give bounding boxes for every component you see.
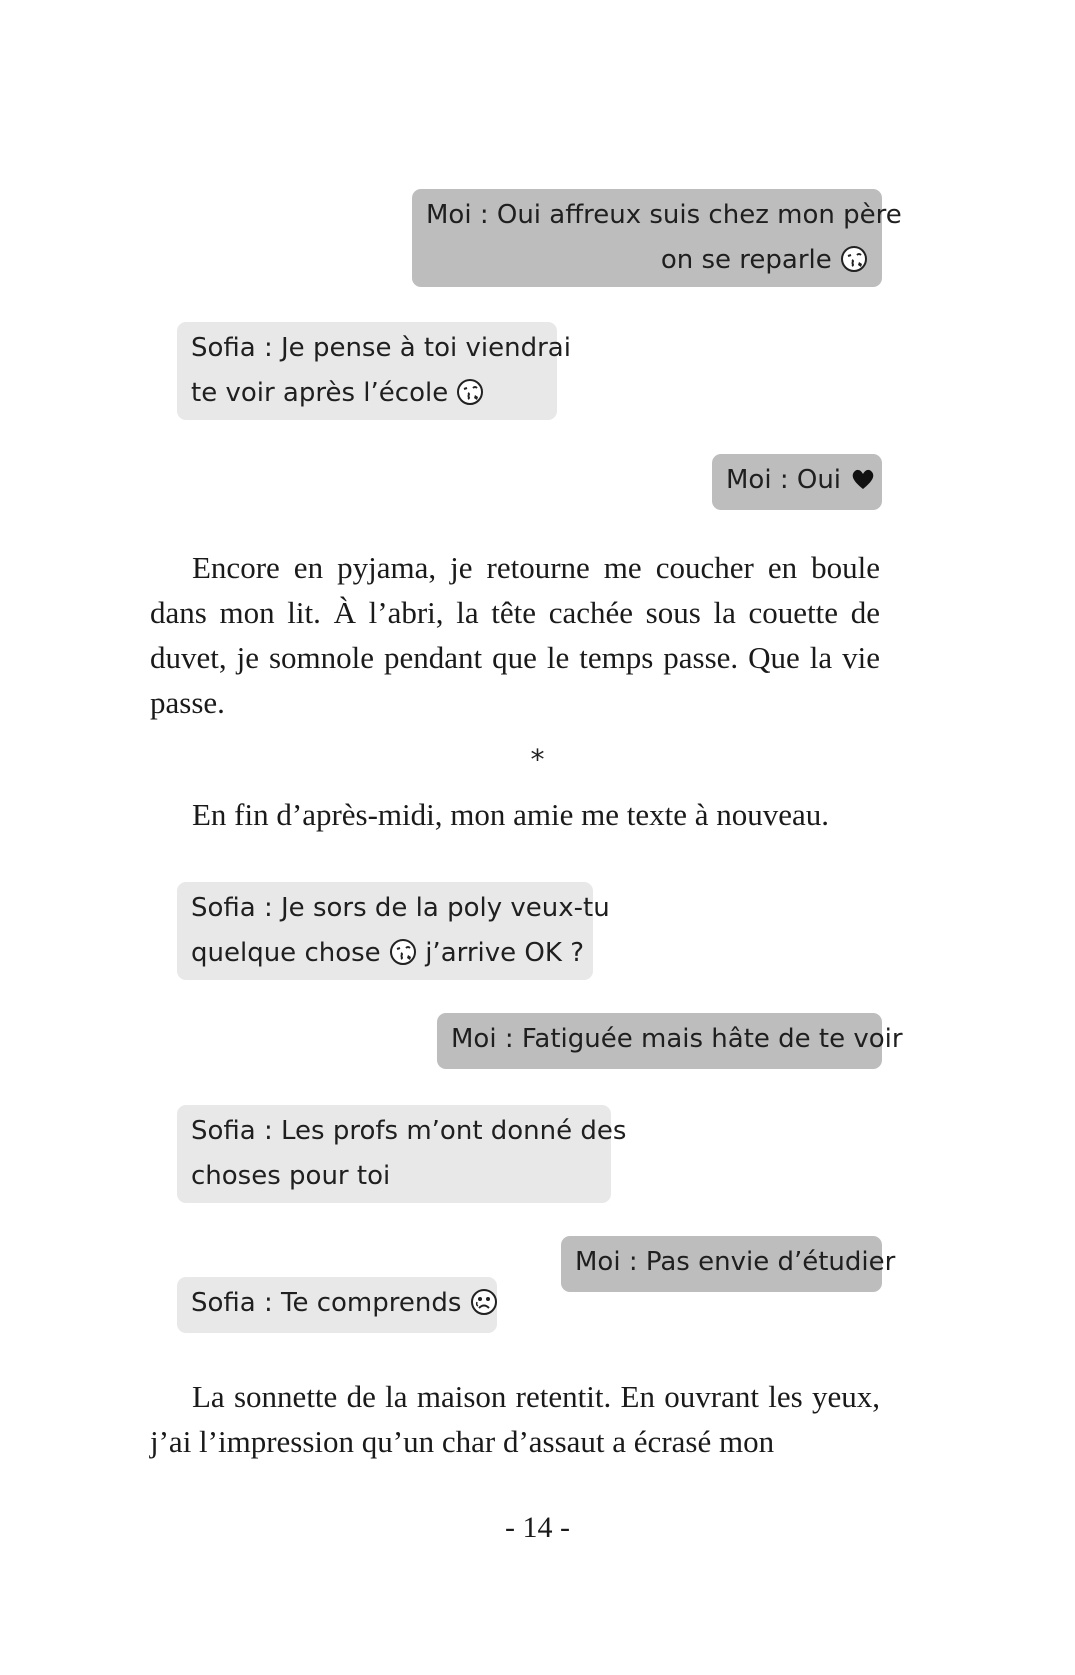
kiss-face-icon [456,378,484,406]
page-number: - 14 - [505,1511,570,1544]
message-line: Moi : Oui affreux suis chez mon père [426,200,902,230]
message-line: on se reparle [660,245,832,275]
paragraph: Encore en pyjama, je retourne me coucher en boule dans mon lit. À l’abri, la tête cachée sous la couette de duvet, je somnole pendant que le temps passe. Que la vie passe. [150,550,880,720]
message-bubble-sofia [177,882,610,980]
section-break: * [530,743,545,776]
message-line: j’arrive OK ? [425,938,584,968]
message-bubble-sofia [177,1277,497,1333]
message-line: choses pour toi [191,1161,391,1191]
message-bubble-moi [412,189,902,287]
paragraph: La sonnette de la maison retentit. En ouvrant les yeux, j’ai l’impression qu’un char d’assaut a écrasé mon [150,1379,880,1459]
message-line: te voir après l’école [191,378,449,408]
heart-icon [849,465,877,493]
message-bubble-moi [712,454,882,510]
paragraph: En fin d’après-midi, mon amie me texte à nouveau. [192,797,830,832]
message-bubble-sofia [177,322,571,420]
message-bubble-moi [437,1013,903,1069]
sad-face-icon [470,1288,498,1316]
message-bubble-moi [561,1236,896,1292]
message-line: Sofia : Te comprends [191,1288,462,1318]
message-line: Sofia : Je sors de la poly veux-tu [191,893,610,923]
message-line: quelque chose [191,938,381,968]
kiss-face-icon [389,938,417,966]
message-line: Sofia : Je pense à toi viendrai [191,333,571,363]
message-line: Moi : Pas envie d’étudier [575,1247,896,1277]
kiss-face-icon [840,245,868,273]
message-line: Sofia : Les profs m’ont donné des [191,1116,627,1146]
message-line: Moi : Oui [726,465,842,495]
message-line: Moi : Fatiguée mais hâte de te voir [451,1024,903,1054]
message-bubble-sofia [177,1105,627,1203]
